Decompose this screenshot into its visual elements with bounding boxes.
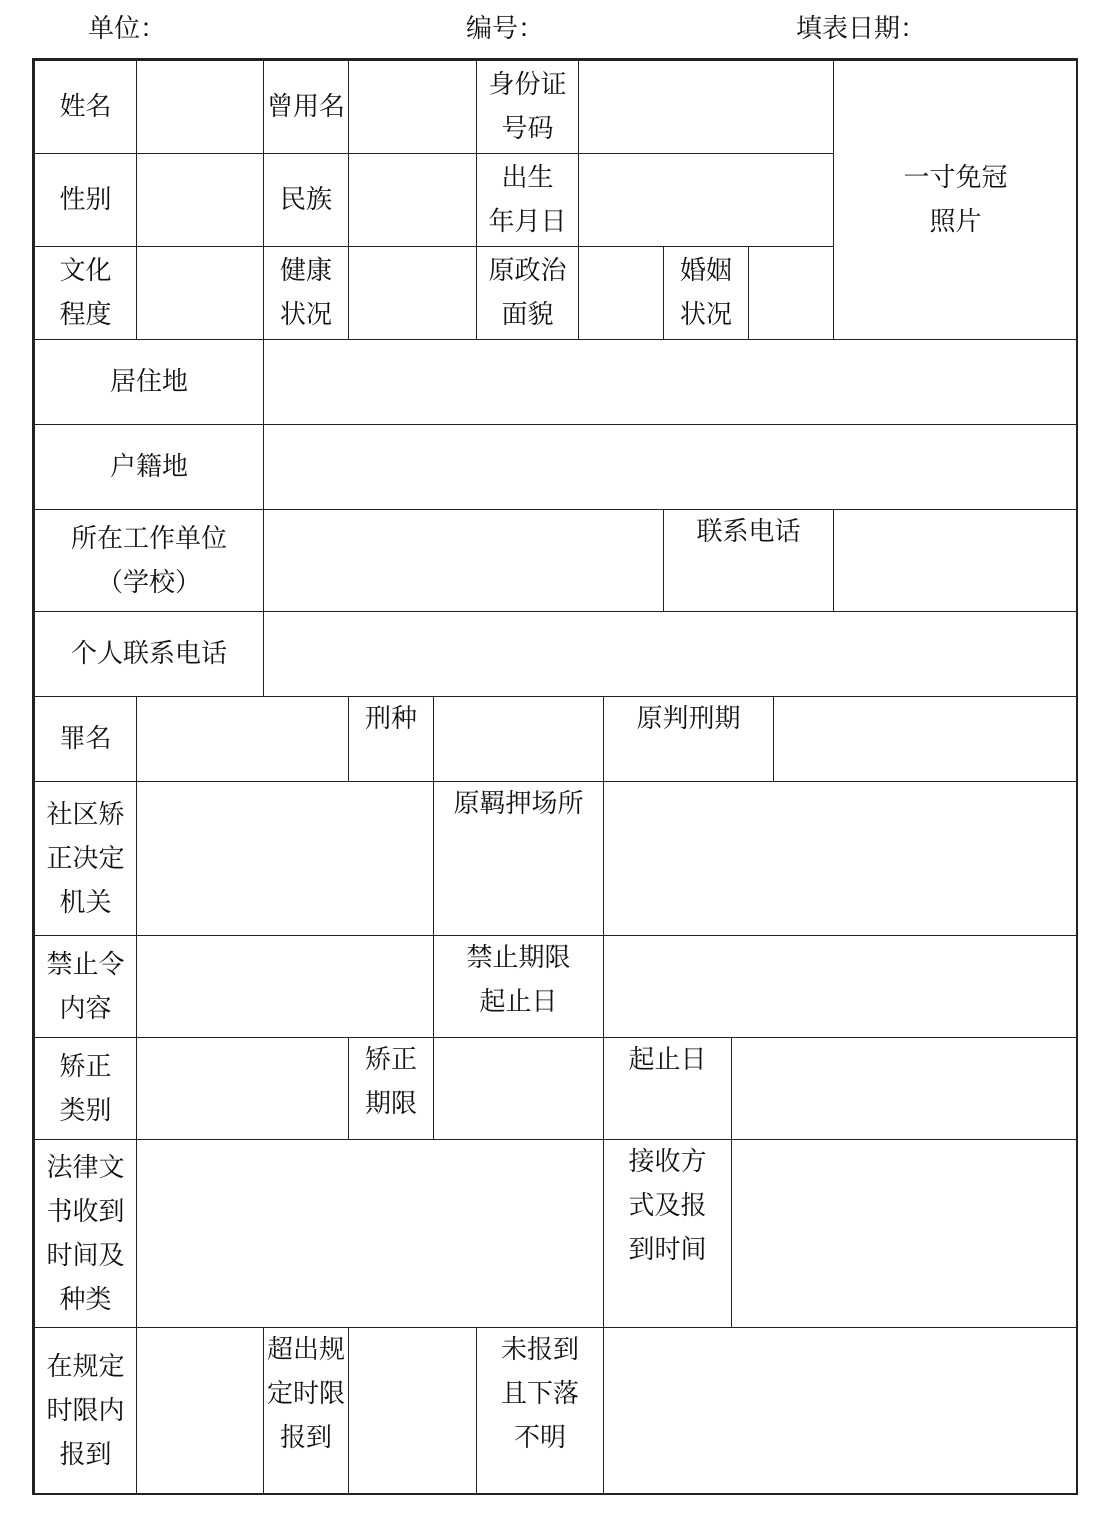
start-end-date-label: 起止日 [603, 1037, 732, 1140]
penalty-type-field[interactable] [433, 696, 604, 782]
work-unit-field[interactable] [263, 509, 664, 612]
contact-phone-label: 联系电话 [663, 509, 834, 612]
contact-phone-field[interactable] [833, 509, 1078, 612]
penalty-type-label: 刑种 [348, 696, 434, 782]
health-label: 健康 状况 [263, 246, 349, 340]
reported-late-field[interactable] [348, 1327, 477, 1495]
residence-field[interactable] [263, 339, 1078, 425]
marital-status-field[interactable] [748, 246, 834, 340]
gender-label: 性别 [34, 153, 137, 247]
start-end-date-field[interactable] [731, 1037, 1078, 1140]
household-registration-label: 户籍地 [34, 424, 264, 510]
legal-docs-label: 法律文 书收到 时间及 种类 [34, 1139, 137, 1328]
prohibition-content-label: 禁止令 内容 [34, 935, 137, 1038]
prohibition-period-label: 禁止期限 起止日 [433, 935, 604, 1038]
residence-label: 居住地 [34, 339, 264, 425]
not-reported-field[interactable] [603, 1327, 1078, 1495]
prohibition-period-field[interactable] [603, 935, 1078, 1038]
original-sentence-label: 原判刑期 [603, 696, 774, 782]
registration-form [32, 58, 1078, 1495]
personal-phone-field[interactable] [263, 611, 1078, 697]
not-reported-label: 未报到 且下落 不明 [476, 1327, 604, 1495]
crime-label: 罪名 [34, 696, 137, 782]
legal-docs-field[interactable] [136, 1139, 604, 1328]
reported-late-label: 超出规 定时限 报到 [263, 1327, 349, 1495]
birth-date-label: 出生 年月日 [476, 153, 579, 247]
name-label: 姓名 [34, 60, 137, 154]
education-label: 文化 程度 [34, 246, 137, 340]
unit-label: 单位： [88, 14, 167, 44]
id-number-field[interactable] [578, 60, 834, 154]
correction-type-label: 矫正 类别 [34, 1037, 137, 1140]
number-label: 编号： [466, 14, 545, 44]
name-field[interactable] [136, 60, 264, 154]
decision-authority-label: 社区矫 正决定 机关 [34, 781, 137, 936]
former-name-label: 曾用名 [263, 60, 349, 154]
reception-method-label: 接收方 式及报 到时间 [603, 1139, 732, 1328]
health-field[interactable] [348, 246, 477, 340]
original-sentence-field[interactable] [773, 696, 1078, 782]
id-number-label: 身份证 号码 [476, 60, 579, 154]
birth-date-field[interactable] [578, 153, 834, 247]
former-name-field[interactable] [348, 60, 477, 154]
correction-period-label: 矫正 期限 [348, 1037, 434, 1140]
personal-phone-label: 个人联系电话 [34, 611, 264, 697]
ethnicity-label: 民族 [263, 153, 349, 247]
reception-method-field[interactable] [731, 1139, 1078, 1328]
photo-box: 一寸免冠 照片 [833, 60, 1078, 340]
detention-place-field[interactable] [603, 781, 1078, 936]
correction-period-field[interactable] [433, 1037, 604, 1140]
work-unit-label: 所在工作单位 （学校） [34, 509, 264, 612]
political-status-label: 原政治 面貌 [476, 246, 579, 340]
education-field[interactable] [136, 246, 264, 340]
correction-type-field[interactable] [136, 1037, 349, 1140]
reported-on-time-field[interactable] [136, 1327, 264, 1495]
marital-status-label: 婚姻 状况 [663, 246, 749, 340]
crime-field[interactable] [136, 696, 349, 782]
decision-authority-field[interactable] [136, 781, 434, 936]
political-status-field[interactable] [578, 246, 664, 340]
gender-field[interactable] [136, 153, 264, 247]
household-registration-field[interactable] [263, 424, 1078, 510]
reported-on-time-label: 在规定 时限内 报到 [34, 1327, 137, 1495]
detention-place-label: 原羁押场所 [433, 781, 604, 936]
fill-date-label: 填表日期： [796, 14, 927, 44]
ethnicity-field[interactable] [348, 153, 477, 247]
prohibition-content-field[interactable] [136, 935, 434, 1038]
